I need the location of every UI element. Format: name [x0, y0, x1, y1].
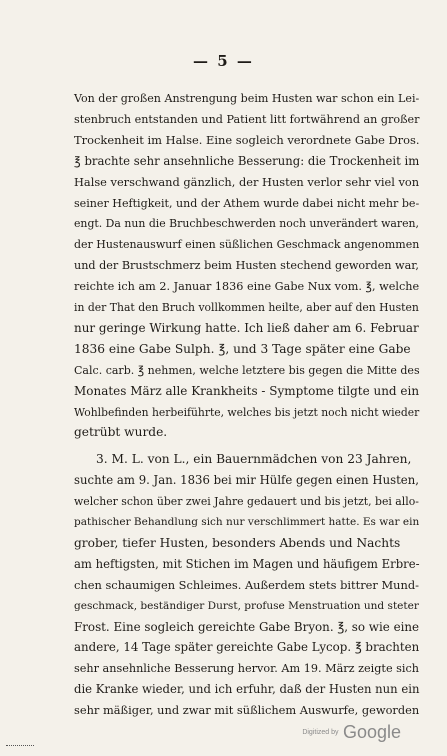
text-line: und der Brustschmerz beim Husten stechend geworden war,	[74, 259, 419, 273]
digitized-label: Digitized by	[302, 729, 339, 736]
text-line: getrübt wurde.	[74, 425, 168, 440]
text-line: Von der großen Anstrengung beim Husten war schon ein Lei-	[74, 92, 420, 105]
text-line: grober, tiefer Husten, besonders Abends und Nachts	[74, 535, 401, 550]
google-logo: Google	[342, 722, 401, 742]
text-line: seiner Heftigkeit, und der Athem wurde dabei nicht mehr be-	[74, 196, 420, 210]
text-line: reichte ich am 2. Januar 1836 eine Gabe Nux vom. ℥, welche	[74, 280, 420, 294]
text-line: Halse verschwand gänzlich, der Husten verlor sehr viel von	[74, 174, 420, 189]
text-line: engt. Da nun die Bruchbeschwerden noch unverändert waren,	[74, 217, 419, 231]
text-line: am heftigsten, mit Stichen im Magen und häufigem Erbre-	[74, 556, 420, 571]
text-line: stenbruch entstanden und Patient litt fortwährend an großer	[74, 112, 420, 126]
text-line: die Kranke wieder, und ich erfuhr, daß der Husten nun ein	[74, 682, 420, 697]
text-line: sehr mäßiger, und zwar mit süßlichem Auswurfe, geworden	[74, 703, 420, 718]
digitized-stamp	[302, 722, 401, 743]
page-number: — 5 —	[193, 52, 254, 70]
text-line: Frost. Eine sogleich gereichte Gabe Bryon. ℥, so wie eine	[74, 619, 420, 634]
text-line: in der That den Bruch vollkommen heilte, aber auf den Husten	[74, 301, 419, 314]
text-line: welcher schon über zwei Jahre gedauert und bis jetzt, bei allo-	[74, 495, 419, 509]
text-line: suchte am 9. Jan. 1836 bei mir Hülfe gegen einen Husten,	[74, 473, 419, 488]
text-line: chen schaumigen Schleimes. Außerdem stets bittrer Mund-	[74, 577, 420, 592]
text-line: nur geringe Wirkung hatte. Ich ließ daher am 6. Februar	[74, 320, 419, 335]
library-mark	[6, 739, 34, 746]
text-line: andere, 14 Tage später gereichte Gabe Lycop. ℥ brachten	[74, 640, 420, 655]
text-line: Monates März alle Krankheits - Symptome tilgte und ein	[74, 383, 420, 398]
text-line: geschmack, beständiger Durst, profuse Menstruation und steter	[74, 599, 419, 612]
text-line: sehr ansehnliche Besserung hervor. Am 19. März zeigte sich	[74, 662, 419, 676]
text-line: pathischer Behandlung sich nur verschlimmert hatte. Es war ein	[74, 516, 420, 528]
text-line: Calc. carb. ℥ nehmen, welche letztere bis gegen die Mitte des	[74, 363, 420, 377]
text-line: 1836 eine Gabe Sulph. ℥, und 3 Tage später eine Gabe	[74, 341, 411, 356]
text-line: ℥ brachte sehr ansehnliche Besserung: die Trockenheit im	[74, 153, 420, 168]
text-line: 3. M. L. von L., ein Bauernmädchen von 23 Jahren,	[96, 452, 412, 467]
text-line: Wohlbefinden herbeiführte, welches bis jetzt noch nicht wieder	[74, 405, 420, 419]
text-line: der Hustenauswurf einen süßlichen Geschmack angenommen	[74, 238, 420, 252]
text-line: Trockenheit im Halse. Eine sogleich verordnete Gabe Dros.	[74, 132, 420, 147]
